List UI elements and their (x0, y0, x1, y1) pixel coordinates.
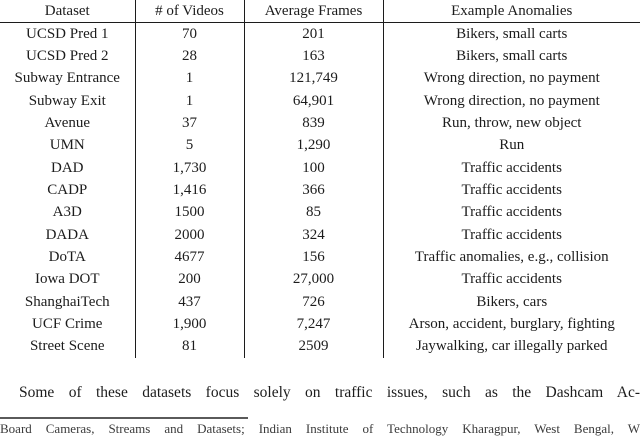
column-header: Example Anomalies (383, 0, 640, 23)
table-cell: DAD (0, 157, 135, 179)
table-cell: 27,000 (244, 269, 383, 291)
table-row (0, 269, 640, 291)
table-cell: 64,901 (244, 90, 383, 112)
table-cell: Run (499, 137, 525, 154)
table-cell: Jaywalking, car illegally parked (415, 338, 608, 355)
table-cell: CADP (0, 179, 135, 201)
column-header: Dataset (0, 0, 135, 23)
table-cell: Iowa DOT (0, 269, 135, 291)
table-cell: 163 (244, 45, 383, 67)
table-cell: Run, throw, new object (442, 115, 582, 132)
table-cell: UCF Crime (0, 313, 135, 335)
table-cell: 81 (135, 336, 244, 358)
table-cell: UMN (0, 135, 135, 157)
table-cell: 1500 (135, 202, 244, 224)
table-cell: 366 (244, 179, 383, 201)
table-cell: Traffic accidents (461, 159, 562, 176)
table-cell: Arson, accident, burglary, fighting (408, 316, 615, 333)
table-header-row (0, 0, 640, 23)
table-cell: 121,749 (244, 68, 383, 90)
table-cell: 5 (135, 135, 244, 157)
table-cell: Wrong direction, no payment (423, 92, 600, 109)
table-cell: 37 (135, 112, 244, 134)
table-cell: UCSD Pred 2 (0, 45, 135, 67)
table-cell: 2509 (244, 336, 383, 358)
table-cell: Street Scene (0, 336, 135, 358)
table-row (0, 135, 640, 157)
table-cell: Wrong direction, no payment (423, 70, 600, 87)
table-cell: 726 (244, 291, 383, 313)
table-cell: 100 (244, 157, 383, 179)
table-cell: A3D (0, 202, 135, 224)
table-cell: DADA (0, 224, 135, 246)
table-cell: Traffic accidents (461, 182, 562, 199)
table-cell: Avenue (0, 112, 135, 134)
table-cell: 28 (135, 45, 244, 67)
footnote-rule (0, 417, 248, 419)
table-cell: 437 (135, 291, 244, 313)
table-cell: Subway Entrance (0, 68, 135, 90)
table-cell: Traffic anomalies, e.g., collision (414, 249, 609, 266)
table-row (0, 23, 640, 46)
table-cell: Traffic accidents (461, 204, 562, 221)
table-cell: 1,900 (135, 313, 244, 335)
table-cell: 324 (244, 224, 383, 246)
table-cell: Traffic accidents (461, 226, 562, 243)
body-paragraph: Some of these datasets focus solely on traffic issues, such as the Dashcam Ac- (19, 384, 640, 401)
table-row (0, 179, 640, 201)
footnote-clipped-text: Board Cameras, Streams and Datasets; Indian Institute of Technology Kharagpur, West Bengal, W (0, 421, 640, 436)
table-cell: Bikers, small carts (456, 25, 568, 42)
table-cell: 85 (244, 202, 383, 224)
table-cell: 1,416 (135, 179, 244, 201)
table-cell: 70 (135, 23, 244, 46)
table-row (0, 68, 640, 90)
table-row (0, 246, 640, 268)
table-cell: 2000 (135, 224, 244, 246)
table-cell: 156 (244, 246, 383, 268)
table-row (0, 291, 640, 313)
table-row (0, 112, 640, 134)
table-cell: 1 (135, 90, 244, 112)
table-cell: UCSD Pred 1 (0, 23, 135, 46)
column-header: Average Frames (244, 0, 383, 23)
table-row (0, 157, 640, 179)
table-cell: ShanghaiTech (0, 291, 135, 313)
table-cell: 7,247 (244, 313, 383, 335)
column-header: # of Videos (135, 0, 244, 23)
table-cell: Bikers, cars (476, 293, 548, 310)
table-cell: Traffic accidents (461, 271, 562, 288)
table-row (0, 45, 640, 67)
table-cell: 1 (135, 68, 244, 90)
table-row (0, 313, 640, 335)
table-row (0, 202, 640, 224)
table-cell: 839 (244, 112, 383, 134)
table-cell: Bikers, small carts (456, 48, 568, 65)
table-cell: Subway Exit (0, 90, 135, 112)
table-cell: DoTA (0, 246, 135, 268)
table-row (0, 224, 640, 246)
table-cell: 200 (135, 269, 244, 291)
table-cell: 1,730 (135, 157, 244, 179)
table-row (0, 336, 640, 358)
table-cell: 1,290 (244, 135, 383, 157)
table-row (0, 90, 640, 112)
table-cell: 4677 (135, 246, 244, 268)
table-cell: 201 (244, 23, 383, 46)
